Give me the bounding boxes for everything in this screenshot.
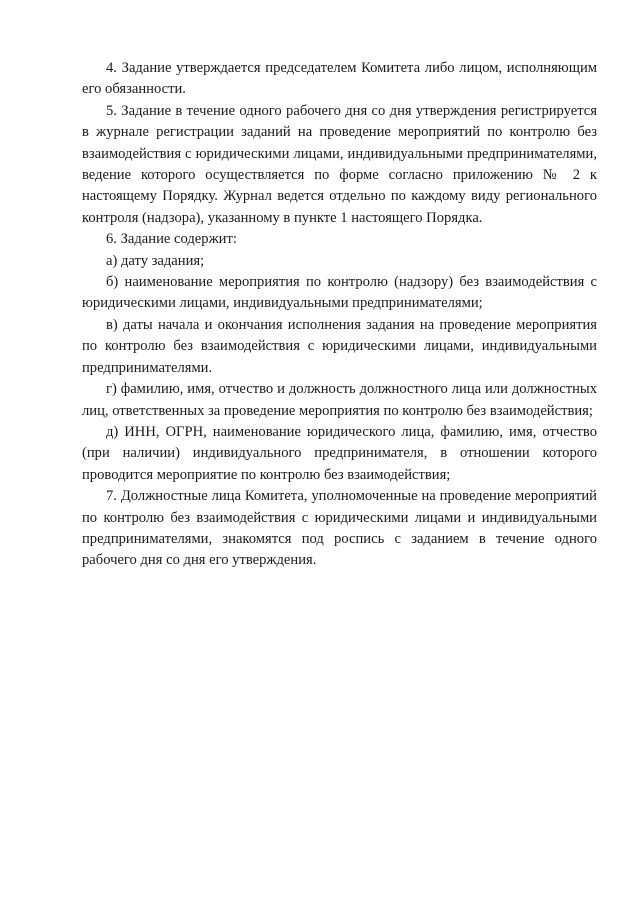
document-body xyxy=(82,58,597,572)
paragraph-6-intro: 6. Задание содержит: xyxy=(106,231,237,248)
paragraph-6b: б) наименование мероприятия по контролю (надзору) без взаимодействия с юридическими лицами, индивидуальными предпринимателями; xyxy=(82,274,597,312)
paragraph-4: 4. Задание утверждается председателем Комитета либо лицом, исполняющим его обязанности. xyxy=(82,60,597,98)
paragraph-6v: в) даты начала и окончания исполнения задания на проведение мероприятия по контролю без взаимодействия с юридическими лицами, индивидуальными предпринимателями. xyxy=(82,316,597,376)
paragraph-6d: д) ИНН, ОГРН, наименование юридического лица, фамилию, имя, отчество (при наличии) индивидуального предпринимателя, в отношении которого проводится мероприятие по контролю без взаимодействия; xyxy=(82,423,597,483)
paragraph-6a: а) дату задания; xyxy=(106,252,205,269)
paragraph-6g: г) фамилию, имя, отчество и должность должностного лица или должностных лиц, ответственных за проведение мероприятия по контролю без взаимодействия; xyxy=(82,381,597,419)
paragraph-5: 5. Задание в течение одного рабочего дня со дня утверждения регистрируется в журнале регистрации заданий на проведение мероприятий по контролю без взаимодействия с юридическими лицами, индивидуальными предпринимателями, ведение которого осуществляется по форме согласно приложению № 2 к настоящему Порядку. Журнал ведется отдельно по каждому виду регионального контроля (надзора), указанному в пункте 1 настоящего Порядка. xyxy=(82,102,597,226)
paragraph-7: 7. Должностные лица Комитета, уполномоченные на проведение мероприятий по контролю без взаимодействия с юридическими лицами и индивидуальными предпринимателями, знакомятся под роспись с заданием в течение одного рабочего дня со дня его утверждения. xyxy=(82,488,597,569)
